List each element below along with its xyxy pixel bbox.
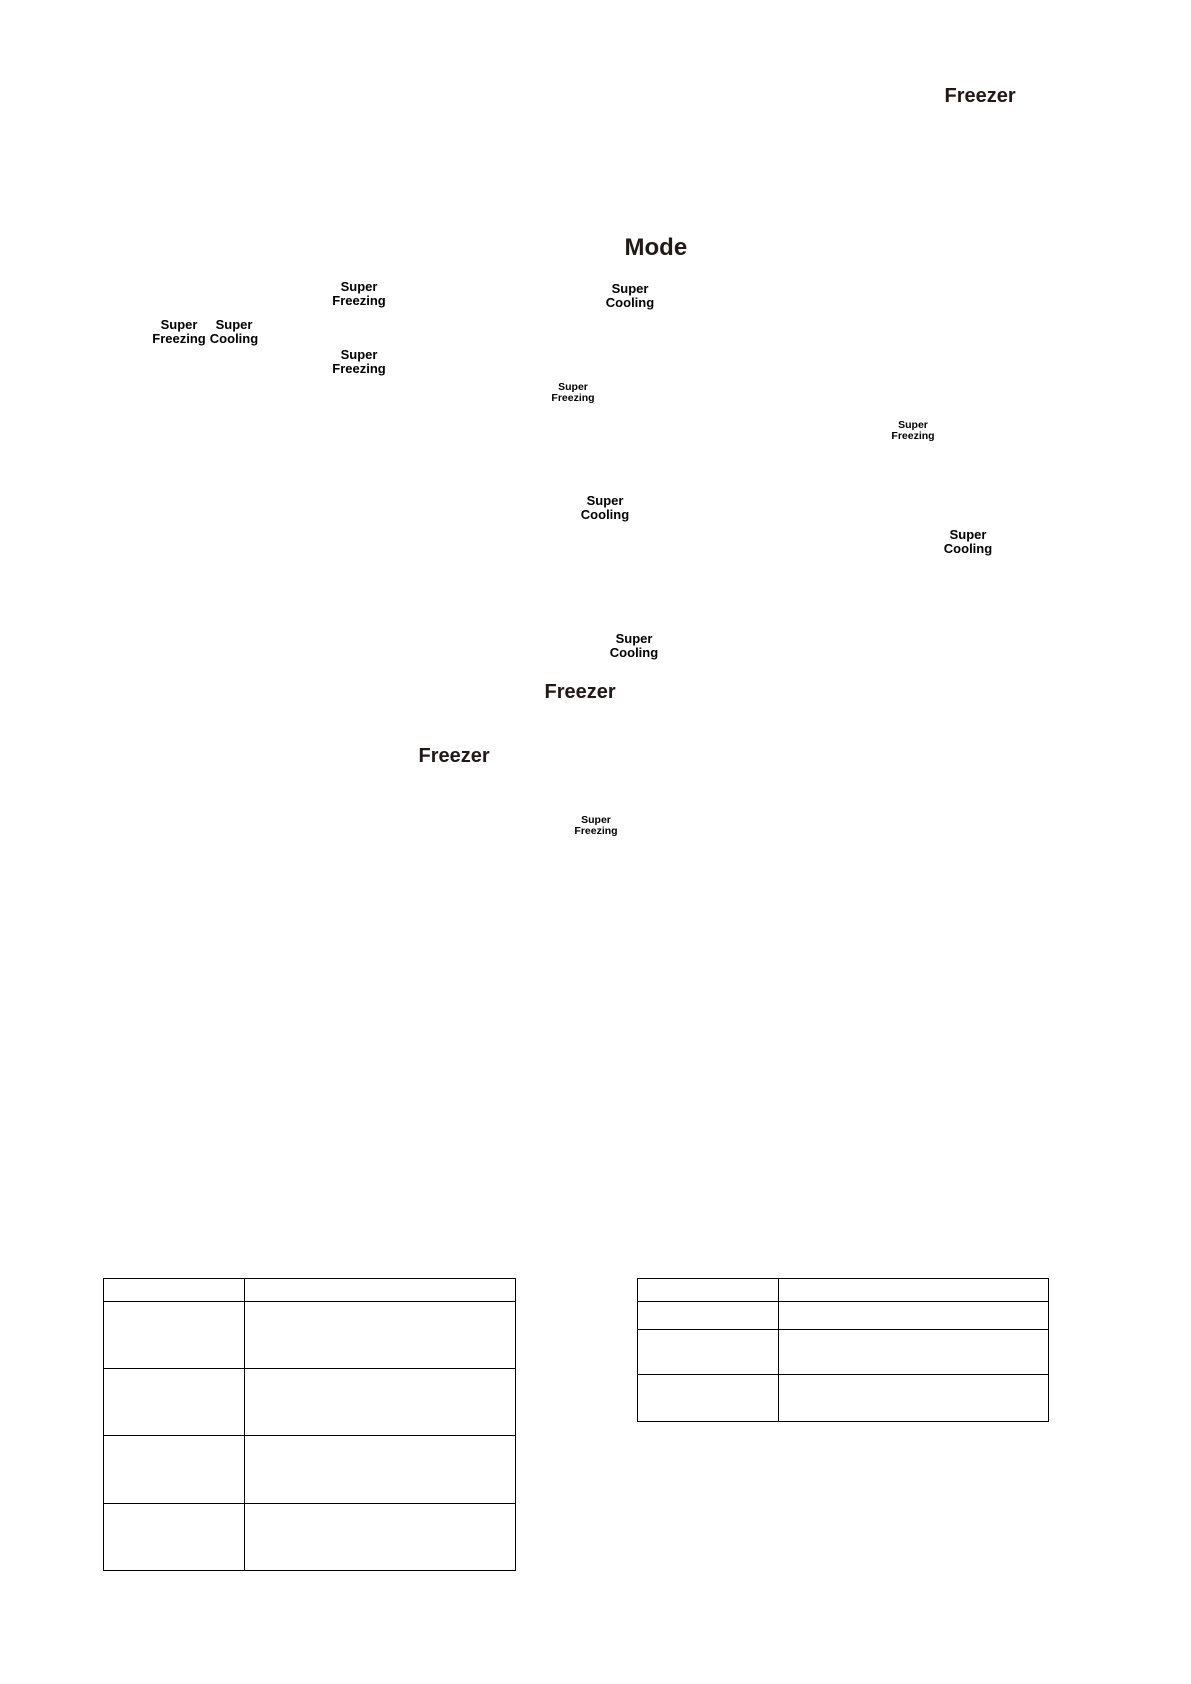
table-cell	[104, 1504, 245, 1571]
table-row	[638, 1279, 1049, 1302]
super-cooling-label-low-center: Super Cooling	[609, 630, 659, 660]
super-cooling-label-right: Super Cooling	[943, 526, 993, 556]
table-cell	[245, 1279, 516, 1302]
table-row	[104, 1369, 516, 1436]
super-freezing-label-upper: Super Freezing	[332, 278, 386, 308]
super-cooling-label-center: Super Cooling	[580, 492, 630, 522]
right-table	[637, 1278, 1049, 1422]
freezer-heading-middle: Freezer	[544, 681, 616, 703]
super-freezing-label-small-bottom: Super Freezing	[574, 813, 618, 838]
table-cell	[638, 1375, 779, 1422]
super-freezing-label-mid-left: Super Freezing	[332, 346, 386, 376]
table-row	[638, 1330, 1049, 1375]
mode-heading: Mode	[624, 234, 688, 261]
super-freezing-label-small-center: Super Freezing	[551, 380, 595, 405]
super-cooling-label-top-center: Super Cooling	[605, 280, 655, 310]
table-cell	[104, 1436, 245, 1504]
table-cell	[638, 1330, 779, 1375]
table-cell	[779, 1330, 1049, 1375]
table-cell	[779, 1279, 1049, 1302]
super-freezing-label-left: Super Freezing	[152, 316, 206, 346]
super-freezing-label-small-right: Super Freezing	[891, 418, 935, 443]
left-table	[103, 1278, 516, 1571]
table-cell	[779, 1302, 1049, 1330]
table-cell	[104, 1302, 245, 1369]
table-row	[104, 1302, 516, 1369]
freezer-heading-top: Freezer	[944, 85, 1016, 107]
super-cooling-label-left: Super Cooling	[209, 316, 259, 346]
table-cell	[245, 1302, 516, 1369]
freezer-heading-lower: Freezer	[418, 745, 490, 767]
table-row	[638, 1375, 1049, 1422]
table-row	[104, 1436, 516, 1504]
table-cell	[779, 1375, 1049, 1422]
table-row	[104, 1279, 516, 1302]
table-cell	[638, 1279, 779, 1302]
table-row	[104, 1504, 516, 1571]
table-cell	[245, 1436, 516, 1504]
table-cell	[638, 1302, 779, 1330]
table-row	[638, 1302, 1049, 1330]
table-cell	[245, 1369, 516, 1436]
table-cell	[104, 1369, 245, 1436]
table-cell	[245, 1504, 516, 1571]
table-cell	[104, 1279, 245, 1302]
